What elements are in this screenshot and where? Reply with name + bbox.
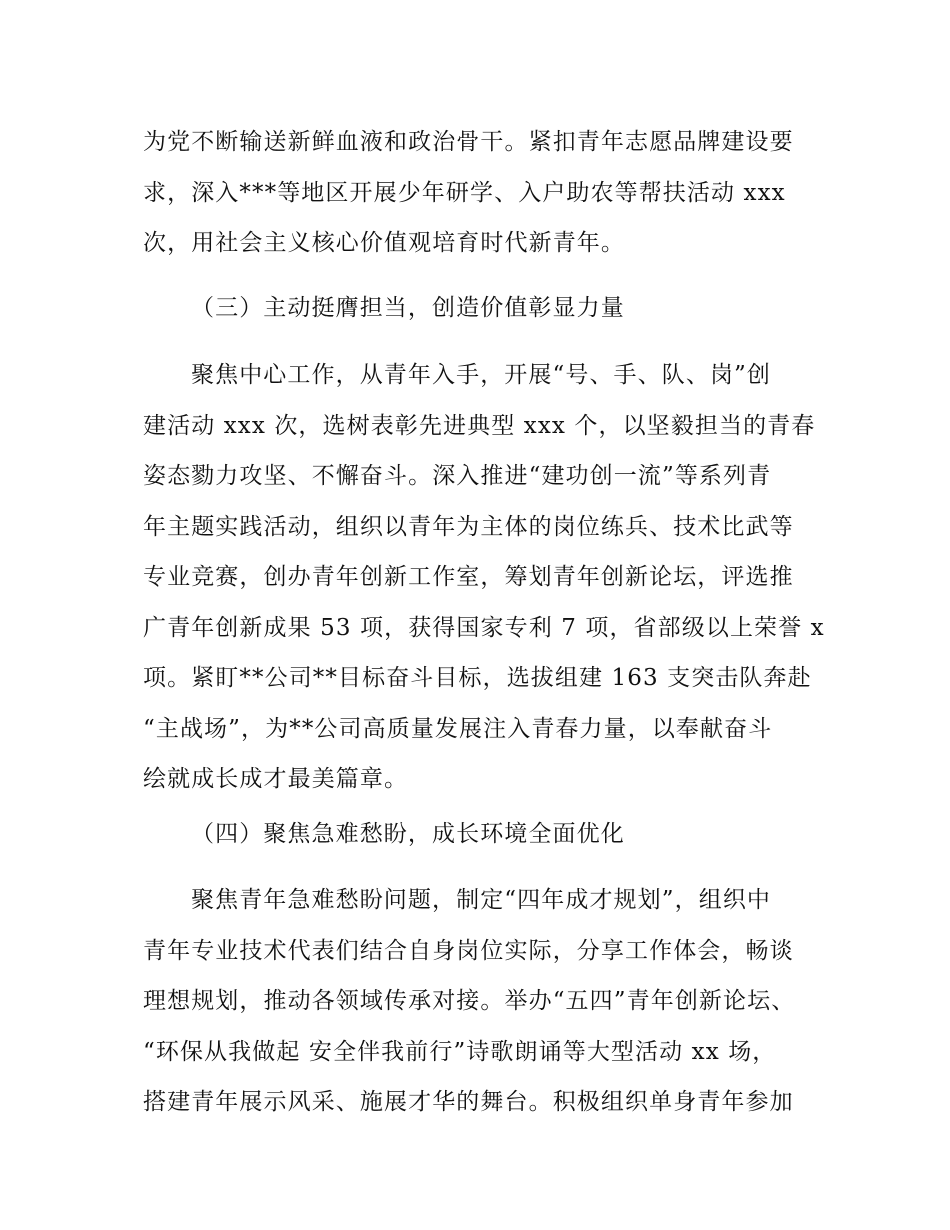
paragraph-line: 搭建青年展示风采、施展才华的舞台。积极组织单身青年参加 (143, 1089, 794, 1115)
paragraph-line: 求，深入***等地区开展少年研学、入户助农等帮扶活动 xxx (143, 179, 786, 206)
paragraph-line: 建活动 xxx 次，选树表彰先进典型 xxx 个，以坚毅担当的青春 (143, 412, 816, 439)
paragraph-line: “环保从我做起 安全伴我前行”诗歌朗诵等大型活动 xx 场， (143, 1038, 777, 1065)
paragraph-line: 为党不断输送新鲜血液和政治骨干。紧扣青年志愿品牌建设要 (143, 129, 794, 155)
paragraph-line: 次，用社会主义核心价值观培育时代新青年。 (143, 230, 625, 256)
section-heading-3 (143, 283, 808, 334)
paragraph-section-3 (143, 350, 825, 805)
paragraph-line: 理想规划，推动各领域传承对接。举办“五四”青年创新论坛、 (143, 988, 796, 1014)
paragraph-section-4 (143, 875, 808, 1128)
paragraph-line: 广青年创新成果 53 项，获得国家专利 7 项，省部级以上荣誉 x (143, 614, 825, 641)
section-heading-4 (143, 809, 808, 860)
paragraph-line: 绘就成长成才最美篇章。 (143, 766, 409, 792)
heading-text: （三）主动挺膺担当，创造价值彰显力量 (191, 295, 625, 321)
paragraph-line: 聚焦中心工作，从青年入手，开展“号、手、队、岗”创 (191, 362, 772, 388)
paragraph-continuation (143, 117, 808, 269)
paragraph-line: 姿态勠力攻坚、不懈奋斗。深入推进“建功创一流”等系列青 (143, 463, 772, 489)
paragraph-line: 青年专业技术代表们结合自身岗位实际，分享工作体会，畅谈 (143, 937, 794, 964)
paragraph-line: 项。紧盯**公司**目标奋斗目标，选拔组建 163 支突击队奔赴 (143, 665, 812, 691)
paragraph-line: “主战场”，为**公司高质量发展注入青春力量，以奉献奋斗 (143, 715, 773, 742)
paragraph-line: 聚焦青年急难愁盼问题，制定“四年成才规划”，组织中 (191, 887, 772, 913)
paragraph-line: 年主题实践活动，组织以青年为主体的岗位练兵、技术比武等 (143, 513, 794, 540)
heading-text: （四）聚焦急难愁盼，成长环境全面优化 (191, 821, 625, 847)
paragraph-line: 专业竞赛，创办青年创新工作室，筹划青年创新论坛，评选推 (143, 564, 794, 590)
